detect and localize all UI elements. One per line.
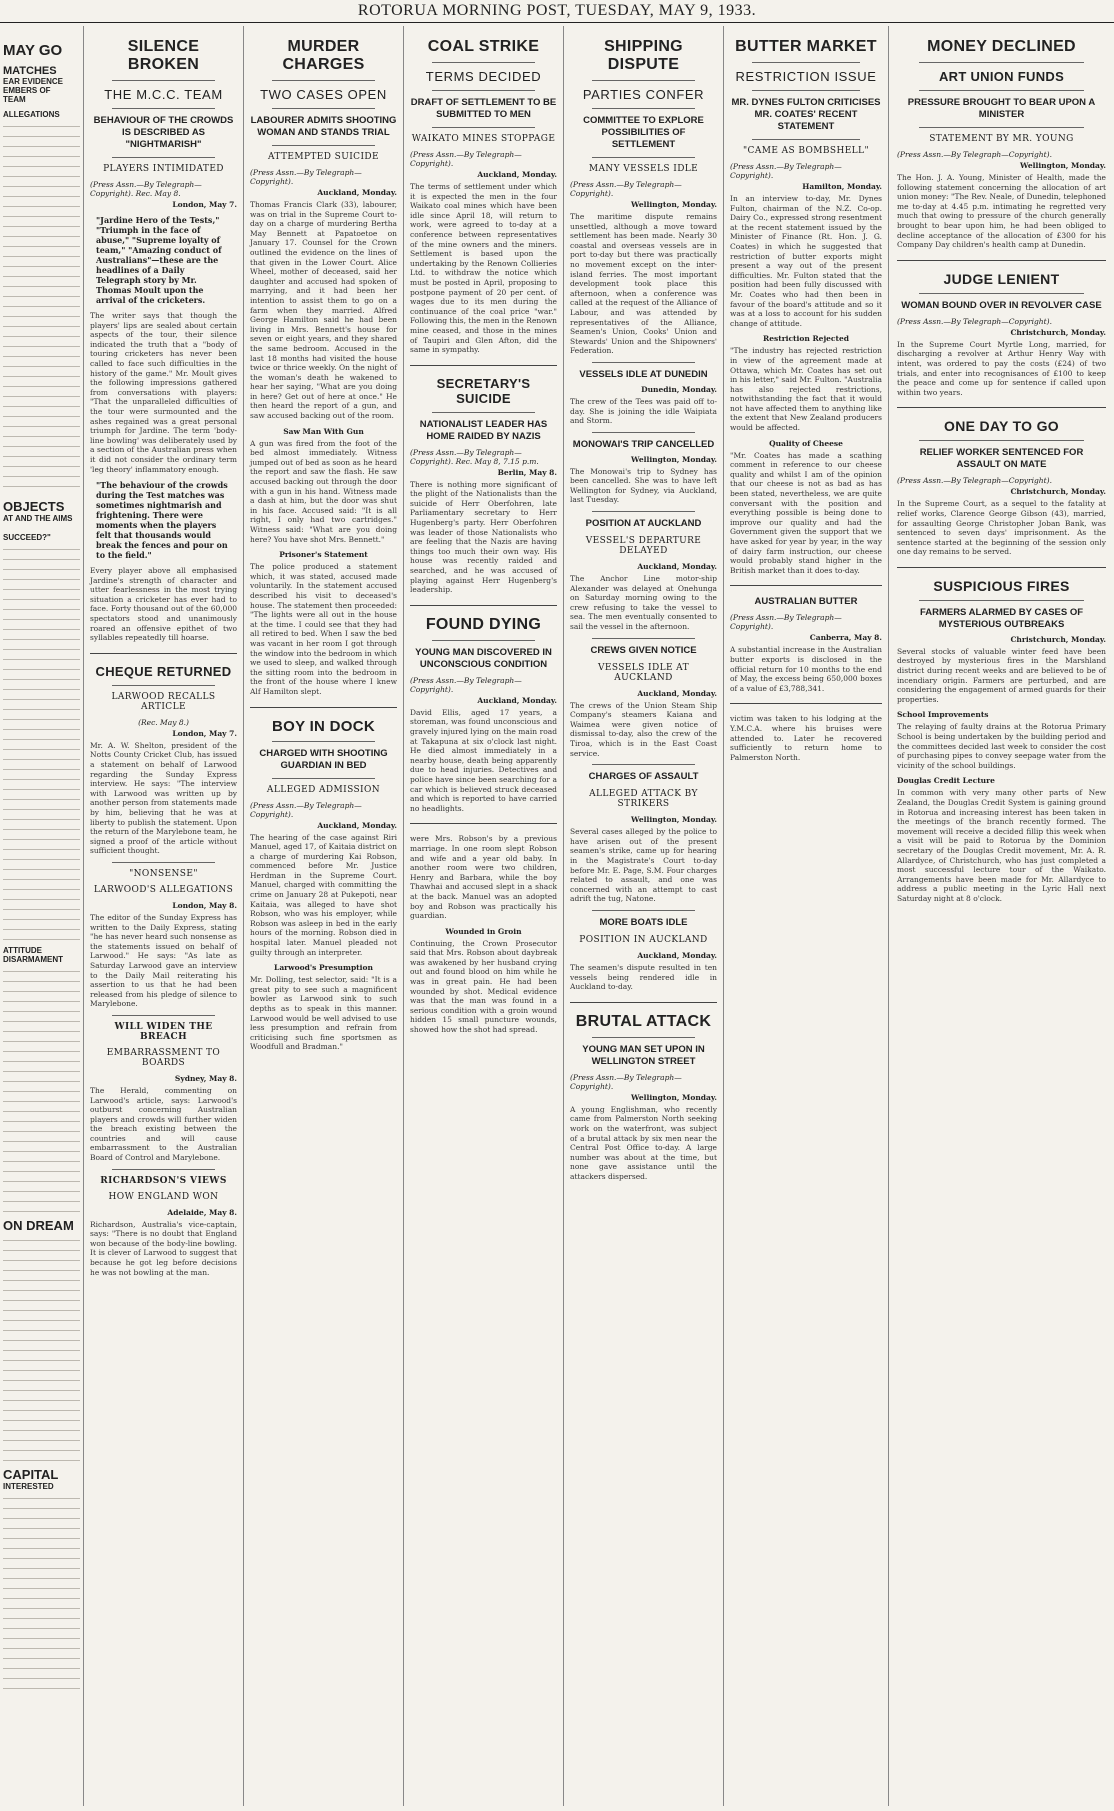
article-deck: DRAFT OF SETTLEMENT TO BE SUBMITTED TO MEN: [410, 97, 557, 120]
article-deck: WOMAN BOUND OVER IN REVOLVER CASE: [901, 299, 1102, 311]
article-subheadline: PLAYERS INTIMIDATED: [103, 164, 224, 174]
divider: [592, 108, 695, 109]
fragment-subhead: INTERESTED: [3, 1482, 54, 1491]
dateline: London, May 7.: [172, 728, 237, 738]
fragment-subhead: ATTITUDE: [3, 946, 42, 955]
article-headline: MURDER CHARGES: [282, 38, 365, 73]
divider: [432, 90, 535, 91]
article-body: In an interview to-day, Mr. Dynes Fulton, chairman of the N.Z. Co-op. Dairy Co., expressed strong resentment at the recent statement issued by the Minister of Finance (Rt. Hon. J. G. Coates) in which he suggested that restriction of butter exports might present a way out of the present difficulties. Mr. Fulton stated that the position had been fully discussed with Mr. Coates who had then been in favour of the board's attitude and so it was at a loss to account for his sudden change of attitude.: [730, 194, 882, 328]
article-headline: [897, 38, 1106, 56]
fragment-subhead: ALLEGATIONS: [3, 110, 60, 119]
fragment-subhead: EMBERS OF: [3, 86, 51, 95]
column-money-declined: [889, 28, 1114, 1803]
column-silence-broken: [84, 28, 243, 1803]
article-deck: LABOURER ADMITS SHOOTING WOMAN AND STANDS TRIAL: [250, 115, 397, 138]
article-subheadline: EMBARRASSMENT TO BOARDS: [106, 1047, 221, 1068]
press-credit: (Press Assn.—By Telegraph—Copyright).: [410, 675, 522, 694]
divider: [272, 108, 375, 109]
divider: [919, 440, 1084, 441]
article-headline: "NONSENSE": [129, 868, 198, 879]
divider: [592, 511, 695, 512]
article-headline: BUTTER MARKET: [735, 38, 877, 55]
article-headline: SILENCE BROKEN: [127, 38, 200, 73]
article-body: The Herald, commenting on Larwood's article, says: Larwood's outburst concerning Australian players and crowds will further widen the breach existing between the countries and will cause embarrassment to the Australian Board of Control and Marylebone.: [90, 1085, 237, 1163]
article-body: In the Supreme Court, as a sequel to the fatality at relief works, Clarence George Gibson (43), married, for assaulting George Christopher Joban Bank, was sentenced to seven days' imprisonment. As the sentence started at the beginning of the session only one day remains to be served.: [897, 499, 1106, 557]
article-headline: CHEQUE RETURNED: [95, 663, 232, 679]
fragment-text-lines: [3, 1237, 80, 1467]
dateline: Berlin, May 8.: [497, 467, 557, 477]
divider: [897, 260, 1106, 261]
article-subheadline: ALLEGED ATTACK BY STRIKERS: [589, 789, 698, 810]
article-body: There is nothing more significant of the plight of the Nationalists than the suicide of Herr Oberfohren, late Parliamentary secretary to Herr Hugenberg's party. Herr Oberfohren was leader of those Nationalists who are feeling that the Nazis are having things too much their own way. His house was recently raided and searched, and he was accused of playing against Herr Hugenberg's leadership.: [410, 479, 557, 595]
fragment-subhead: AT AND THE AIMS: [3, 514, 73, 523]
divider: [272, 778, 375, 779]
press-credit: (Press Assn.—By Telegraph—Copyright). Rec. May 8, 7.15 p.m.: [410, 447, 539, 466]
divider: [272, 80, 375, 81]
article-deck: MR. DYNES FULTON CRITICISES MR. COATES' RECENT STATEMENT: [731, 97, 881, 132]
divider: [919, 127, 1084, 128]
divider: [730, 703, 882, 704]
section-subhead: Prisoner's Statement: [279, 550, 368, 560]
article-body: The Monowai's trip to Sydney has been cancelled. She was to have left Wellington for Sydney, via Auckland, last Tuesday.: [570, 466, 717, 505]
divider: [752, 62, 860, 63]
article-subheadline: POSITION IN AUCKLAND: [579, 934, 708, 945]
divider: [112, 862, 215, 863]
article-headline: AUSTRALIAN BUTTER: [754, 596, 858, 608]
article-headline: COAL STRIKE: [427, 38, 540, 55]
article-body: Mr. Dolling, test selector, said: "It is a great pity to see such a magnificent bowler as Larwood sink to such depths as to speak in this manner. Larwood would be well advised to use less presumption and refrain from criticising such fine sportsmen as Woodfull and Bradman.": [250, 975, 397, 1052]
divider: [919, 293, 1084, 294]
article-subheadline: LARWOOD RECALLS ARTICLE: [111, 691, 216, 712]
dateline: Auckland, Monday.: [477, 170, 557, 179]
divider: [592, 80, 695, 81]
press-credit: (Press Assn.—By Telegraph—Copyright).: [897, 316, 1052, 326]
dateline: Auckland, Monday.: [637, 950, 717, 960]
article-headline: ONE DAY TO GO: [944, 418, 1059, 435]
dateline: Wellington, Monday.: [1020, 161, 1106, 170]
article-deck: CHARGED WITH SHOOTING GUARDIAN IN BED: [259, 747, 388, 771]
dateline: Wellington, Monday.: [631, 200, 717, 209]
dateline: Auckland, Monday.: [637, 562, 717, 572]
article-body: The hearing of the case against Riri Manuel, aged 17, of Kaitaia district on a charge of murdering Kai Robson, commenced before Mr. Justice Herdman in the Supreme Court. Manuel, charged with committing the crime on January 28 at Pukepoti, near Kaitaia, was alleged to have shot Robson, who was his employer, while Robson was asleep in bed in the early hours of the morning. Robson died in hospital later. Manuel pleaded not guilty through an interpreter.: [250, 832, 397, 957]
article-body: The editor of the Sunday Express has written to the Daily Express, stating "he has never heard such nonsense as the statements issued on behalf of Larwood." He says: "As late as Saturday Larwood gave an interview to the Daily Mail reiterating his assertion to us that he had been released from his pledge of silence to Marylebone.: [90, 912, 237, 1009]
article-body: Several stocks of valuable winter feed have been destroyed by mysterious fires in the Marshland district during recent weeks and are believed to be of incendiary origin. Farmers are perturbed, and are considering the engagement of armed guards for their properties.: [897, 646, 1106, 704]
section-subhead: Saw Man With Gun: [283, 426, 364, 436]
divider: [112, 157, 215, 158]
divider: [592, 638, 695, 639]
divider: [919, 600, 1084, 601]
article-body: Continuing, the Crown Prosecutor said that Mrs. Robson about daybreak was awakened by her husband crying out and found blood on him while he was in great pain. He had been wounded by shot. Medical evidence was that the man was found in a serious condition with a groin wound hidden 15 small puncture wounds, showed how the shot had spread.: [410, 938, 557, 1035]
article-body: The maritime dispute remains unsettled, although a move toward settlement has been made. Nearly 30 coastal and overseas vessels are in port to-day but there was practically no movement except on the inter-island ferries. The most important development took place this afternoon, when a conference was called at the request of the Alliance of Labour, and was attended by representatives of the Alliance, Seamen's Union, Cooks' Union and Stewards' Union and the Shipowners' Federation.: [570, 212, 717, 356]
column-coal-strike: [404, 28, 563, 1803]
article-deck: BEHAVIOUR OF THE CROWDS IS DESCRIBED AS "NIGHTMARISH": [93, 115, 234, 150]
article-headline: FOUND DYING: [425, 615, 542, 633]
article-body: David Ellis, aged 17 years, a storeman, was found unconscious and gravely injured lying on the main road at Takapuna at six o'clock last night. He died almost immediately in a nearby house, death being apparently due to head injuries. Detectives and police have since been searching for a car which is believed struck deceased and which is reported to have carried no headlights.: [410, 707, 557, 813]
article-headline: SUSPICIOUS FIRES: [933, 577, 1070, 594]
dateline: Canberra, May 8.: [809, 633, 882, 643]
dateline: Wellington, Monday.: [631, 1092, 717, 1102]
article-body: A gun was fired from the foot of the bed almost immediately. Witness jumped out of bed as soon as he heard the report and saw the flash. He saw accused backing out through the door with a gun in his hand. Witness made a dash at him, but the door was shut in his face. Accused said: "It is all right, I only had two cartridges." Witness said: "What are you doing here? You have shot Mrs. Bennett.": [250, 438, 397, 544]
divider: [112, 1169, 215, 1170]
press-credit: (Rec. May 8.): [138, 717, 189, 727]
dateline: Wellington, Monday.: [631, 454, 717, 464]
article-headline: CREWS GIVEN NOTICE: [590, 644, 697, 656]
article-headline: BRUTAL ATTACK: [575, 1012, 712, 1030]
divider: [919, 90, 1084, 91]
dateline: London, May 7.: [172, 200, 237, 209]
article-headline: CHARGES OF ASSAULT: [588, 771, 699, 783]
press-credit: (Press Assn.—By Telegraph—Copyright).: [250, 168, 362, 186]
divider: [432, 62, 535, 63]
pull-quote: "The behaviour of the crowds during the Test matches was sometimes nightmarish and frightening. There were moments when the players felt that thousands would break the fences and pour on to the field.": [96, 480, 228, 561]
article-headline: MORE BOATS IDLE: [599, 916, 688, 928]
fragment-headline: CAPITAL: [3, 1467, 59, 1482]
column-butter-market: [724, 28, 888, 1803]
article-body: "The industry has rejected restriction in view of the agreement made at Ottawa, which Mr. Coates has set out in his letter," said Mr. Fulton. "Australia has also rejected restrictions, notwithstanding the fact that it would not have affected them to anything like the extent that New Zealand producers would be affected.: [730, 346, 882, 433]
divider: [592, 432, 695, 433]
article-body: were Mrs. Robson's by a previous marriage. In one room slept Robson and wife and a year old baby. In another room were two children, Henry and Barbara, while the boy Thawhai and accused slept in a shack at the back. Manuel was an adopted boy and Robson was practically his guardian.: [410, 834, 557, 921]
column-fragment: [0, 28, 83, 1803]
headline-part: MONEY: [927, 38, 987, 55]
dateline: Auckland, Monday.: [317, 820, 397, 830]
divider: [112, 1015, 215, 1016]
dateline: London, May 8.: [172, 900, 237, 910]
press-credit: (Press Assn.—By Telegraph—Copyright).: [897, 150, 1052, 159]
article-body: The writer says that though the players' lips are sealed about certain aspects of the tour, their silence indicated the truth that a "body of touring cricketers has never been called to face such difficulties in the history of the game." Mr. Moult gives the following impressions gathered from conversations with players: "That the unparalleled difficulties of the tour were surmounted and the ashes regained was a great personal triumph for Jardine. The term 'body-line bowling' was deliberately used by a section of the Australian press when it did not consider the ordinary term 'leg theory' inflammatory enough.: [90, 311, 237, 474]
article-subheadline: ATTEMPTED SUICIDE: [267, 152, 379, 162]
fragment-subhead: EAR EVIDENCE: [3, 77, 64, 86]
article-body: The terms of settlement under which it is expected the men in the four Waikato coal mines which have been idle since April 18, will return to work, were agreed to to-day at a conference between representatives of the mine owners and the miners. Settlement is based upon the undertaking by the Renown Collieries Ltd. to withdraw the notice which must be posted in April, proposing to postpone payment of 20 per cent. of wages due to its men during the continuance of the coal price "war." Following this, the men in the Renown mine ceased, and those in the mines of Taupiri and Glen Afton, did the same in sympathy.: [410, 182, 557, 355]
divider: [592, 1037, 695, 1038]
divider: [752, 90, 860, 91]
dateline: Christchurch, Monday.: [1010, 634, 1106, 644]
article-body: Several cases alleged by the police to have arisen out of the present seamen's strike, came up for hearing in the Magistrate's Court to-day before Mr. E. Page, S.M. Four charges related to assault, and one was concerned with an attempt to cast adrift the tug, Natone.: [570, 827, 717, 904]
article-deck: YOUNG MAN DISCOVERED IN UNCONSCIOUS CONDITION: [415, 646, 552, 670]
article-deck: RELIEF WORKER SENTENCED FOR ASSAULT ON MATE: [919, 447, 1084, 471]
press-credit: (Press Assn.—By Telegraph—Copyright).: [897, 476, 1052, 486]
article-headline: SHIPPING DISPUTE: [604, 38, 683, 73]
dateline: Sydney, May 8.: [174, 1073, 237, 1083]
section-subhead: Restriction Rejected: [763, 334, 849, 344]
fragment-subhead: MATCHES: [3, 65, 57, 77]
divider: [432, 412, 535, 413]
article-headline: POSITION AT AUCKLAND: [585, 518, 702, 530]
article-subheadline: THE M.C.C. TEAM: [104, 87, 223, 102]
article-body: The crew of the Tees was paid off to-day. She is joining the idle Waipiata and Storm.: [570, 396, 717, 426]
divider: [112, 685, 215, 686]
article-subheadline: RESTRICTION ISSUE: [735, 69, 877, 84]
fragment-subhead: TEAM: [3, 95, 26, 104]
divider: [592, 910, 695, 911]
article-headline: SECRETARY'S SUICIDE: [436, 375, 531, 406]
section-subhead: Quality of Cheese: [769, 438, 843, 448]
dateline: Christchurch, Monday.: [1010, 487, 1106, 497]
press-credit: (Press Assn.—By Telegraph—Copyright).: [250, 800, 362, 819]
press-credit: (Press Assn.—By Telegraph—Copyright). Rec. May 8.: [90, 180, 202, 198]
fragment-subhead: DISARMAMENT: [3, 955, 63, 964]
fragment-headline: MAY GO: [3, 42, 63, 59]
article-body: The seamen's dispute resulted in ten vessels being rendered idle in Auckland to-day.: [570, 962, 717, 992]
article-subheadline: ART UNION FUNDS: [938, 69, 1065, 84]
divider: [250, 707, 397, 708]
article-subheadline: TERMS DECIDED: [425, 69, 542, 84]
dateline: Adelaide, May 8.: [167, 1207, 237, 1217]
article-body: The Anchor Line motor-ship Alexander was delayed at Onehunga on Saturday morning owing to the crew refusing to take the vessel to sea. The men eventually consented to sail the vessel in the afternoon.: [570, 574, 717, 632]
article-deck: COMMITTEE TO EXPLORE POSSIBILITIES OF SETTLEMENT: [583, 115, 704, 150]
article-body: In common with very many other parts of New Zealand, the Douglas Credit System is gaining ground in Rotorua and increasing interest has been taken in the meetings of the branch recently formed. The movement will receive a decided fillip this week when a visit will be paid to Rotorua by the Dominion secretary of the Douglas Credit movement, Mr. A. R. Allardyce, of Christchurch, who has just completed a most successful lecture tour of the Waikato. Arrangements have been made for Mr. Allardyce to address a public meeting in the Lyric Hall next Saturday night at 8 o'clock.: [897, 788, 1106, 903]
article-body: "Mr. Coates has made a scathing comment in reference to our cheese quality and whilst I am of the opinion that our cheese is not as bad as has been stated, nevertheless, we are quite conversant with the position and everything possible is being done to improve our quality and had the Government given the support that we have asked for year by year, in the way of dairy farm instruction, our cheese would probably stand higher in the British market than it does to-day.: [730, 450, 882, 575]
article-body: In the Supreme Court Myrtle Long, married, for discharging a revolver at Arthur Henry Way with intent, was ordered to pay the costs (£24) of two trials, and enter into recognisances of £100 to keep the peace and come up for sentence if called upon within two years.: [897, 339, 1106, 397]
divider: [897, 407, 1106, 408]
article-headline: WILL WIDEN THE BREACH: [114, 1021, 213, 1042]
dateline: Christchurch, Monday.: [1010, 327, 1106, 337]
article-subheadline: ALLEGED ADMISSION: [266, 784, 381, 795]
dateline: Auckland, Monday.: [637, 688, 717, 698]
article-body: The Hon. J. A. Young, Minister of Health, made the following statement concerning the allocation of art union money: "The Rev. Neale, of Dunedin, telephoned me to-day at 4.45 p.m. intimating he regretted very much that owing to pressure of the church generally brought to bear upon him, he had been obliged to decline acceptance of the allocation of £300 for his Company Day children's health camp at Dunedin.: [897, 173, 1106, 250]
section-subhead: Larwood's Presumption: [274, 963, 373, 973]
divider: [272, 741, 375, 742]
fragment-text-lines: [3, 1495, 80, 1695]
article-body: A substantial increase in the Australian butter exports is disclosed in the official return for 10 months to the end of May, the excess being 650,000 boxes of a value of £3,788,341.: [730, 645, 882, 693]
article-subheadline: WAIKATO MINES STOPPAGE: [411, 134, 556, 144]
article-body: The crews of the Union Steam Ship Company's steamers Kaiana and Waimea were given notice of dismissal to-day, also the crew of the Tiroa, which is in the East Coast service.: [570, 700, 717, 758]
article-headline: BOY IN DOCK: [271, 717, 376, 735]
fragment-subhead: SUCCEED?": [3, 533, 51, 542]
article-body: Thomas Francis Clark (33), labourer, was on trial in the Supreme Court to-day on a charge of murdering Bertha May Bennett at Papatoetoe on January 17. Counsel for the Crown outlined the evidence on the lines of that given in the Lower Court. Alice Wheel, mother of deceased, said her daughter and accused had spoken of marrying, and it had been her intention to assist them to go on a farm when they married. Alfred George Hamilton said he had been living in Mrs. Bennett's house for seven or eight years, and they shared the same bedroom. Accused in the last 18 months had visited the house twice or thrice weekly. On the night of the woman's death he wakened to hear her saying, "What are you doing in here? Get out of here at once." He then heard the report of a gun, and saw accused backing out of the room.: [250, 200, 397, 421]
divider: [570, 1002, 717, 1003]
divider: [272, 145, 375, 146]
divider: [90, 653, 237, 654]
divider: [432, 640, 535, 641]
article-headline: RICHARDSON'S VIEWS: [100, 1175, 227, 1186]
divider: [410, 823, 557, 824]
divider: [592, 362, 695, 363]
dateline: Auckland, Monday.: [317, 188, 397, 197]
article-headline: MONOWAI'S TRIP CANCELLED: [572, 438, 715, 450]
dateline: Hamilton, Monday.: [802, 182, 882, 191]
press-credit: (Press Assn.—By Telegraph—Copyright).: [570, 1072, 682, 1091]
section-subhead: School Improvements: [897, 710, 989, 720]
divider: [897, 567, 1106, 568]
divider: [410, 365, 557, 366]
divider: [112, 80, 215, 81]
article-body: A young Englishman, who recently came from Palmerston North seeking work on the waterfront, was subject of a brutal attack by six men near the Central Post Office to-day. A large number was about at the time, but none gave assistance until the attackers dispersed.: [570, 1104, 717, 1181]
press-credit: (Press Assn.—By Telegraph—Copyright).: [730, 613, 842, 632]
article-subheadline: VESSELS IDLE AT AUCKLAND: [597, 662, 689, 683]
press-credit: (Press Assn.—By Telegraph—Copyright).: [730, 162, 842, 180]
fragment-text-lines: [3, 123, 80, 493]
headline-part: DECLINED: [991, 38, 1076, 55]
article-subheadline: LARWOOD'S ALLEGATIONS: [93, 884, 234, 895]
article-body: victim was taken to his lodging at the Y.M.C.A. where his bruises were attended to. Later he recovered sufficiently to return home to Palmerston North.: [730, 714, 882, 762]
article-subheadline: MANY VESSELS IDLE: [588, 164, 699, 174]
press-credit: (Press Assn.—By Telegraph—Copyright).: [570, 180, 682, 198]
column-murder-charges: [244, 28, 403, 1803]
article-deck: YOUNG MAN SET UPON IN WELLINGTON STREET: [582, 1043, 705, 1067]
fragment-text-lines: [3, 968, 80, 1218]
divider: [410, 605, 557, 606]
article-body: Every player above all emphasised Jardine's strength of character and utter fearlessness in the most trying situation a cricketer has ever had to face. Forty thousand out of the 60,000 spectators stood and unanimously roared an offensive epithet of two syllables repeatedly till hoarse.: [90, 566, 237, 643]
divider: [592, 764, 695, 765]
article-body: The police produced a statement which, it was stated, accused made voluntarily. In the statement accused described his visit to deceased's house. The statement then proceeded: "The lights were all out in the house at the time. I could see that they had all retired to bed. When I saw the bed was vacant in her room I got through the window into the bedroom in which we used to sleep, and walked through the sitting room into the bedroom in the front of the house where I knew Alf Hamilton slept.: [250, 562, 397, 696]
divider: [592, 157, 695, 158]
divider: [730, 585, 882, 586]
article-subheadline: STATEMENT BY MR. YOUNG: [929, 134, 1074, 144]
dateline: Dunedin, Monday.: [641, 384, 717, 394]
section-subhead: Douglas Credit Lecture: [897, 776, 995, 786]
divider: [432, 127, 535, 128]
article-deck: PRESSURE BROUGHT TO BEAR UPON A MINISTER: [907, 97, 1096, 120]
article-subheadline: VESSEL'S DEPARTURE DELAYED: [585, 536, 702, 557]
divider: [112, 108, 215, 109]
fragment-headline: OBJECTS: [3, 499, 65, 514]
article-body: The relaying of faulty drains at the Rotorua Primary School is being undertaken by the building period and the committees decided last week to consider the cost of purchasing pipes to convey seepage water from the vicinity of the school buildings.: [897, 722, 1106, 770]
article-body: Richardson, Australia's vice-captain, says: "There is no doubt that England won because of the body-line bowling. It is clever of Larwood to suggest that because he got leg before decisions he was not bowling at the man.: [90, 1219, 237, 1277]
article-headline: JUDGE LENIENT: [943, 270, 1060, 287]
fragment-headline: ON DREAM: [3, 1218, 74, 1233]
article-deck: NATIONALIST LEADER HAS HOME RAIDED BY NAZIS: [419, 418, 548, 442]
section-subhead: Wounded in Groin: [445, 926, 522, 936]
article-deck: FARMERS ALARMED BY CASES OF MYSTERIOUS OUTBREAKS: [919, 606, 1084, 630]
divider: [919, 62, 1084, 63]
masthead: ROTORUA MORNING POST, TUESDAY, MAY 9, 1933.: [0, 0, 1114, 23]
article-subheadline: TWO CASES OPEN: [260, 87, 387, 102]
article-subheadline: PARTIES CONFER: [582, 87, 705, 102]
article-subheadline: HOW ENGLAND WON: [108, 1191, 219, 1202]
fragment-text-lines: [3, 546, 80, 946]
article-subheadline: "CAME AS BOMBSHELL": [743, 146, 869, 156]
article-headline: VESSELS IDLE AT DUNEDIN: [579, 368, 708, 380]
pull-quote: "Jardine Hero of the Tests," "Triumph in the face of abuse," "Supreme loyalty of team," "Amazing conduct of Australians"—these are the headlines of a Daily Telegraph story by Mr. Thomas Moult upon the arrival of the cricketers.: [96, 215, 222, 305]
column-shipping-dispute: [564, 28, 723, 1803]
divider: [752, 139, 860, 140]
article-body: Mr. A. W. Shelton, president of the Notts County Cricket Club, has issued a statement on behalf of Larwood regarding the Sunday Express interview. He says: "The interview with Larwood was written up by another person from statements made by him, believing that he was at liberty to publish the statement. Upon the return of the Marylebone team, he signed a proof of the article without sufficient thought.: [90, 740, 237, 856]
dateline: Auckland, Monday.: [477, 695, 557, 705]
press-credit: (Press Assn.—By Telegraph—Copyright).: [410, 150, 522, 168]
dateline: Wellington, Monday.: [631, 815, 717, 825]
